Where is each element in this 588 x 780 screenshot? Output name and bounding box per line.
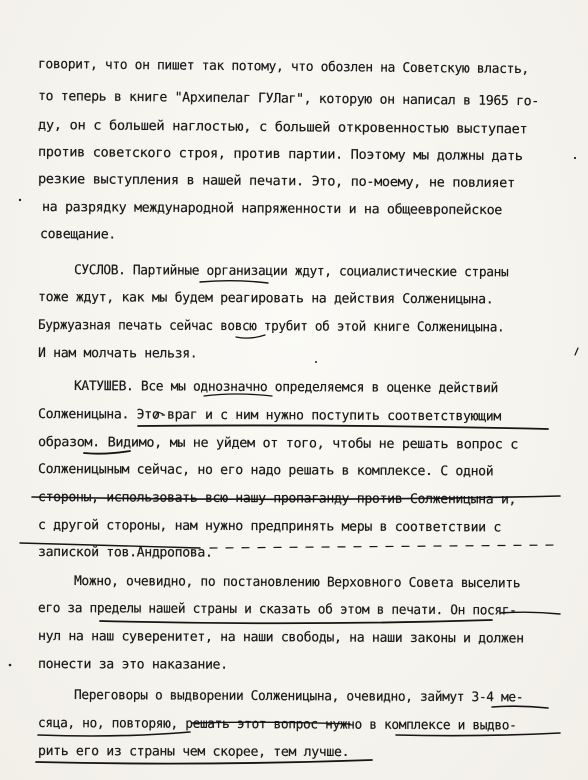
underline-povtoryayu xyxy=(38,732,190,736)
text-line-3: ду, он с большей наглостью, с большей откровенностью выступает xyxy=(37,118,528,138)
caret-mark xyxy=(155,412,163,417)
speck xyxy=(9,664,12,667)
underline-3-4 xyxy=(492,706,548,708)
underline-posyagnul xyxy=(500,612,560,614)
speck xyxy=(315,361,317,363)
text-line-8: СУСЛОВ. Партийные организации ждут, социалистические страны xyxy=(73,263,509,281)
text-line-13: Солженицына. Это-враг и с ним нужно поступить соответствующим xyxy=(37,407,502,425)
text-line-15: Солженицыным сейчас, но его надо решать в комплексе. С одной xyxy=(37,462,494,480)
text-line-20: его за пределы нашей страны и сказать об этом в печати. Он посяг- xyxy=(37,601,517,619)
text-line-25: рить его из страны чем скорее, тем лучше. xyxy=(37,744,350,761)
strikethrough-propaganda xyxy=(32,496,560,499)
underline-vrag xyxy=(138,425,548,429)
text-line-16: стороны, использовать всю нашу пропаганду против Солженицына и, xyxy=(37,490,517,508)
text-line-21: нул на наш суверенитет, на наши свободы, на наши законы и должен xyxy=(37,629,524,647)
text-line-17: с другой стороны, нам нужно предпринять меры в соответствии с xyxy=(37,518,502,536)
text-line-6: на разрядку международной напряженности и на общеевропейское xyxy=(41,200,502,219)
dashed-mark-tail xyxy=(210,545,560,548)
dashed-mark-andropov xyxy=(20,543,200,548)
underline-organizations xyxy=(200,281,268,283)
strikethrough-reshat xyxy=(192,722,350,724)
underline-vyselit xyxy=(100,620,492,623)
text-line-14: образом. Видимо, мы не уйдем от того, чтобы не решать вопрос с xyxy=(37,435,519,453)
text-line-5: резкие выступления в нашей печати. Это, по-моему, не повлияет xyxy=(37,172,515,192)
text-line-18: запиской тов.Андропова. xyxy=(37,545,213,561)
speck xyxy=(574,157,576,159)
text-line-19: Можно, очевидно, по постановлению Верховного Совета выселить xyxy=(73,574,521,592)
underline-kompleks xyxy=(396,733,560,736)
text-line-9: тоже ждут, как мы будем реагировать на действия Солженицына. xyxy=(37,290,494,308)
underline-odnoznachno xyxy=(204,394,272,396)
text-line-23: Переговоры о выдворении Солженицына, очевидно, займут 3-4 ме- xyxy=(73,688,524,706)
text-line-7: совещание. xyxy=(39,227,116,243)
text-line-1: говорит, что он пишет так потому, что обозлен на Советскую власть, xyxy=(37,57,529,78)
text-line-24: сяца, но, повторяю, решать этот вопрос нужно в комплексе и выдво- xyxy=(37,716,517,734)
text-line-11: И нам молчать нельзя. xyxy=(37,346,198,362)
underline-luchshe xyxy=(36,760,372,764)
underline-obrazom xyxy=(84,451,130,454)
tick-mark xyxy=(575,348,578,355)
text-line-2: то теперь в книге "Архипелаг ГУЛаг", которую он написал в 1965 го- xyxy=(37,89,539,110)
text-line-4: против советского строя, против партии. Поэтому мы должны дать xyxy=(37,145,523,165)
underline-vovsyu xyxy=(236,335,265,338)
text-line-22: понести за это наказание. xyxy=(37,657,228,673)
speck xyxy=(19,199,21,201)
text-line-10: Буржуазная печать сейчас вовсю трубит об этой книге Солженицына. xyxy=(37,318,505,336)
text-line-12: КАТУШЕВ. Все мы однозначно определяемся в оценке действий xyxy=(73,379,498,397)
